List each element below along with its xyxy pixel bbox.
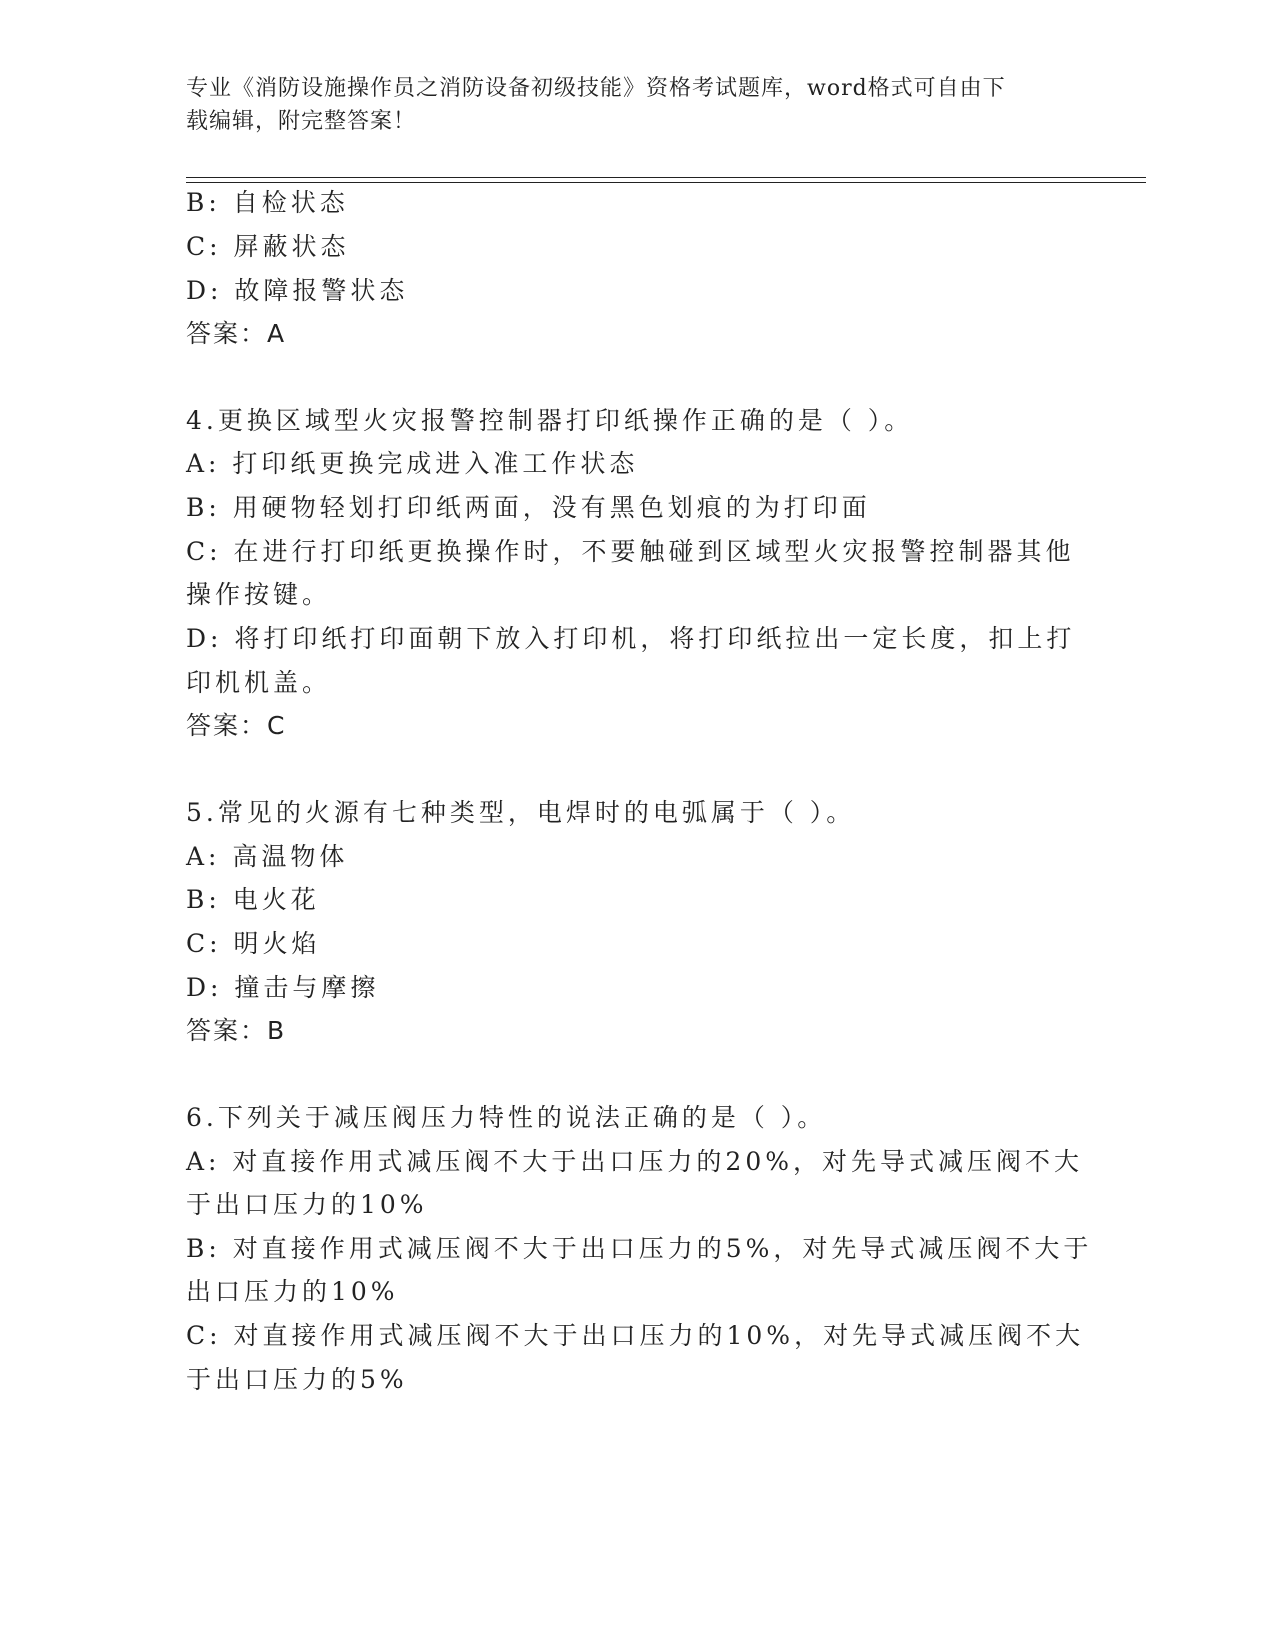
q5-option-b: B: 电火花 bbox=[186, 885, 320, 914]
header-line-2: 载编辑，附完整答案！ bbox=[186, 109, 417, 134]
q3-answer: 答案：A bbox=[186, 319, 287, 348]
q6-option-a-line-1: A: 对直接作用式减压阀不大于出口压力的20%，对先导式减压阀不大 bbox=[186, 1147, 1083, 1176]
q4-stem: 4.更换区域型火灾报警控制器打印纸操作正确的是（ ）。 bbox=[186, 406, 914, 435]
q5-option-d: D: 撞击与摩擦 bbox=[186, 973, 380, 1002]
q3-option-c: C: 屏蔽状态 bbox=[186, 232, 350, 261]
q4-option-c-line-2: 操作按键。 bbox=[186, 580, 332, 609]
q5-stem: 5.常见的火源有七种类型，电焊时的电弧属于（ ）。 bbox=[186, 798, 856, 827]
q3-option-b: B: 自检状态 bbox=[186, 188, 349, 217]
q6-option-c-line-2: 于出口压力的5% bbox=[186, 1365, 408, 1394]
q4-option-d-line-1: D: 将打印纸打印面朝下放入打印机，将打印纸拉出一定长度，扣上打 bbox=[186, 624, 1076, 653]
document-header bbox=[186, 72, 1066, 138]
q6-option-c-line-1: C: 对直接作用式减压阀不大于出口压力的10%，对先导式减压阀不大 bbox=[186, 1321, 1085, 1350]
q5-option-c: C: 明火焰 bbox=[186, 929, 321, 958]
header-rule-top bbox=[186, 177, 1146, 178]
q5-option-a: A: 高温物体 bbox=[186, 842, 349, 871]
q6-stem: 6.下列关于减压阀压力特性的说法正确的是（ ）。 bbox=[186, 1103, 827, 1132]
q6-option-b-line-2: 出口压力的10% bbox=[186, 1277, 399, 1306]
q4-option-a: A: 打印纸更换完成进入准工作状态 bbox=[186, 449, 639, 478]
q4-option-d-line-2: 印机机盖。 bbox=[186, 668, 332, 697]
header-line-1: 专业《消防设施操作员之消防设备初级技能》资格考试题库，word格式可自由下 bbox=[186, 76, 1006, 101]
q4-option-c-line-1: C: 在进行打印纸更换操作时，不要触碰到区域型火灾报警控制器其他 bbox=[186, 537, 1075, 566]
q6-option-a-line-2: 于出口压力的10% bbox=[186, 1190, 428, 1219]
q4-answer: 答案：C bbox=[186, 711, 287, 740]
q4-option-b: B: 用硬物轻划打印纸两面，没有黑色划痕的为打印面 bbox=[186, 493, 871, 522]
q6-option-b-line-1: B: 对直接作用式减压阀不大于出口压力的5%，对先导式减压阀不大于 bbox=[186, 1234, 1093, 1263]
q5-answer: 答案：B bbox=[186, 1016, 287, 1045]
q3-option-d: D: 故障报警状态 bbox=[186, 276, 409, 305]
